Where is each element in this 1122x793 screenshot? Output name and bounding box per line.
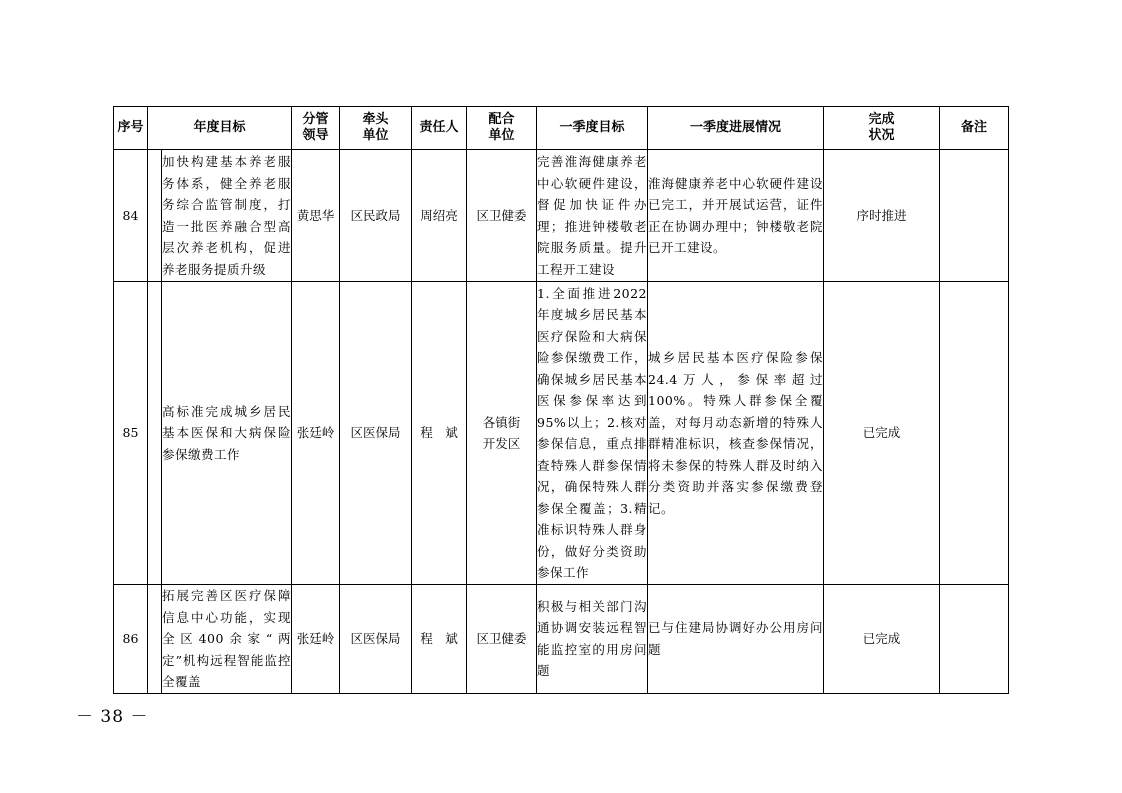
row-person: 程 斌 <box>412 282 467 585</box>
row-seq: 86 <box>114 585 148 694</box>
row-lead-unit: 区医保局 <box>340 585 412 694</box>
header-seq: 序号 <box>114 107 148 150</box>
row-q1-progress: 已与住建局协调好办公用房问题 <box>648 585 824 694</box>
row-remark <box>940 150 1009 282</box>
row-q1-progress: 城乡居民基本医疗保险参保24.4万人，参保率超过100%。特殊人群参保全覆盖，对每月动态新增的特殊人群精准标识，核查参保情况，将未参保的特殊人群及时纳入分类资助并落实参保缴费登记。 <box>648 282 824 585</box>
table-row <box>114 282 1009 585</box>
row-coop-unit: 区卫健委 <box>467 150 537 282</box>
page-number: － 38 － <box>76 707 149 727</box>
row-status: 已完成 <box>824 282 940 585</box>
row-q1-goal: 1.全面推进2022年度城乡居民基本医疗保险和大病保险参保缴费工作，确保城乡居民基本医保参保率达到95%以上；2.核对参保信息，重点排查特殊人群参保情况，确保特殊人群参保全覆盖；3.精准标识特殊人群身份，做好分类资助参保工作 <box>537 282 648 585</box>
row-person: 程 斌 <box>412 585 467 694</box>
header-remark: 备注 <box>940 107 1009 150</box>
row-coop-unit: 各镇街开发区 <box>467 282 537 585</box>
header-annual-goal: 年度目标 <box>148 107 292 150</box>
row-annual-goal: 加快构建基本养老服务体系，健全养老服务综合监管制度，打造一批医养融合型高层次养老机构，促进养老服务提质升级 <box>162 150 292 282</box>
row-lead-unit: 区医保局 <box>340 282 412 585</box>
header-q1-goal: 一季度目标 <box>537 107 648 150</box>
header-q1-progress: 一季度进展情况 <box>648 107 824 150</box>
row-leader: 黄思华 <box>292 150 340 282</box>
row-seq: 85 <box>114 282 148 585</box>
row-status: 序时推进 <box>824 150 940 282</box>
work-plan-table <box>113 106 1009 694</box>
row-annual-goal: 拓展完善区医疗保障信息中心功能，实现全区400余家“两定”机构远程智能监控全覆盖 <box>162 585 292 694</box>
row-remark <box>940 282 1009 585</box>
row-q1-progress: 淮海健康养老中心软硬件建设已完工，并开展试运营，证件正在协调办理中；钟楼敬老院已开工建设。 <box>648 150 824 282</box>
row-leader: 张廷岭 <box>292 282 340 585</box>
header-leader: 分管 领导 <box>292 107 340 150</box>
row-remark <box>940 585 1009 694</box>
row-spacer <box>148 150 162 282</box>
header-coop-unit: 配合 单位 <box>467 107 537 150</box>
header-row <box>114 107 1009 150</box>
header-person: 责任人 <box>412 107 467 150</box>
table-row <box>114 150 1009 282</box>
row-spacer <box>148 585 162 694</box>
table-row <box>114 585 1009 694</box>
row-lead-unit: 区民政局 <box>340 150 412 282</box>
row-q1-goal: 完善淮海健康养老中心软硬件建设，督促加快证件办理；推进钟楼敬老院服务质量。提升工程开工建设 <box>537 150 648 282</box>
row-person: 周绍亮 <box>412 150 467 282</box>
row-coop-unit: 区卫健委 <box>467 585 537 694</box>
row-seq: 84 <box>114 150 148 282</box>
row-leader: 张廷岭 <box>292 585 340 694</box>
row-q1-goal: 积极与相关部门沟通协调安装远程智能监控室的用房问题 <box>537 585 648 694</box>
row-spacer <box>148 282 162 585</box>
header-lead-unit: 牵头 单位 <box>340 107 412 150</box>
row-annual-goal: 高标准完成城乡居民基本医保和大病保险参保缴费工作 <box>162 282 292 585</box>
row-status: 已完成 <box>824 585 940 694</box>
header-status: 完成 状况 <box>824 107 940 150</box>
